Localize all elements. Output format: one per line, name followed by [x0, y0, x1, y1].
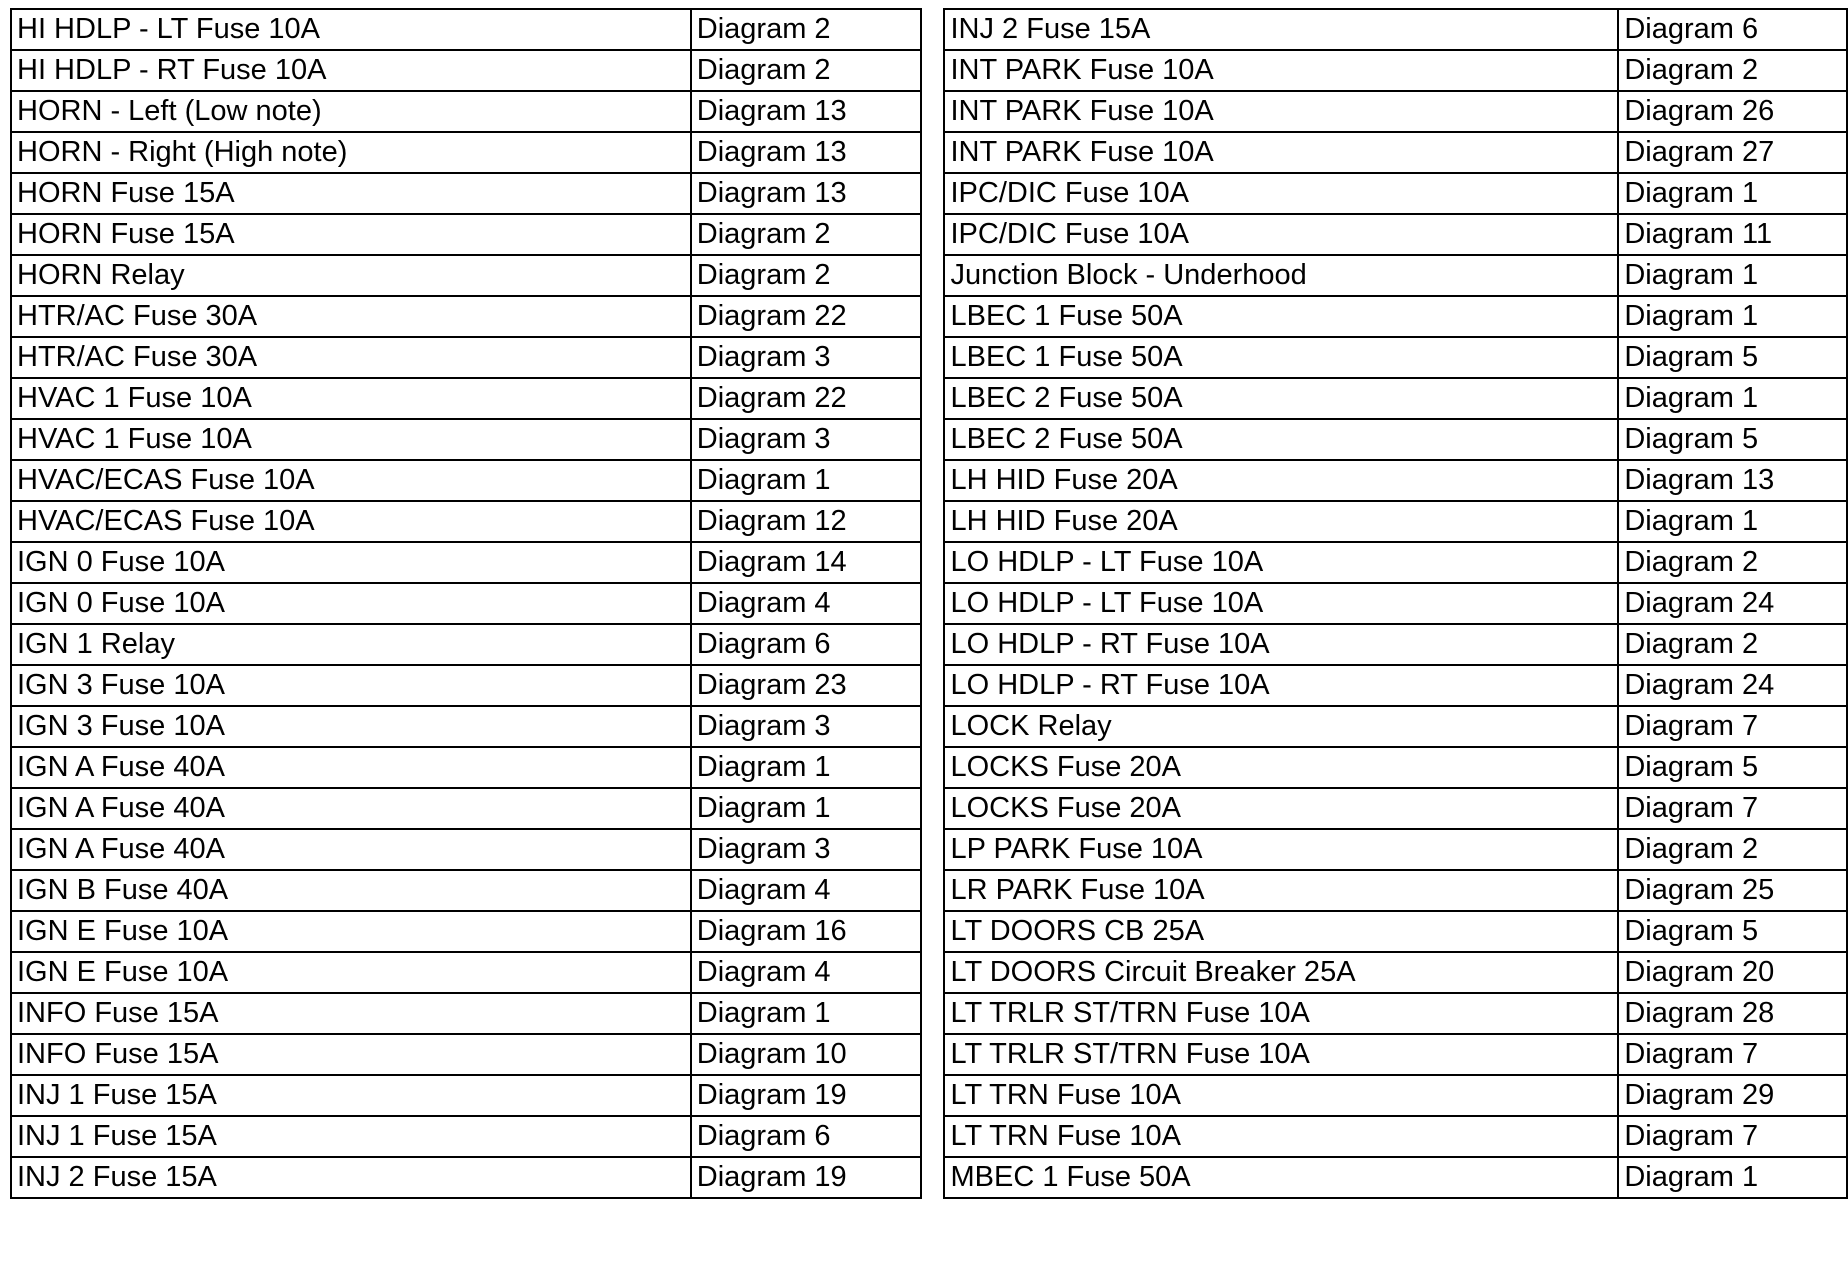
table-row [11, 337, 921, 378]
left-table [10, 8, 922, 1199]
component-index [10, 8, 1848, 1199]
diagram-cell: Diagram 2 [1618, 624, 1847, 665]
table-row [11, 460, 921, 501]
table-row [944, 1116, 1847, 1157]
component-cell: LOCKS Fuse 20A [944, 788, 1618, 829]
table-row [11, 50, 921, 91]
diagram-cell: Diagram 6 [691, 624, 921, 665]
diagram-cell: Diagram 13 [1618, 460, 1847, 501]
table-row [11, 788, 921, 829]
component-cell: LT TRN Fuse 10A [944, 1116, 1618, 1157]
diagram-cell: Diagram 1 [691, 747, 921, 788]
table-row [11, 706, 921, 747]
table-row [11, 1034, 921, 1075]
diagram-cell: Diagram 5 [1618, 419, 1847, 460]
diagram-cell: Diagram 7 [1618, 788, 1847, 829]
table-row [11, 173, 921, 214]
diagram-cell: Diagram 13 [691, 173, 921, 214]
component-cell: INT PARK Fuse 10A [944, 50, 1618, 91]
component-cell: MBEC 1 Fuse 50A [944, 1157, 1618, 1198]
component-cell: LBEC 1 Fuse 50A [944, 296, 1618, 337]
table-row [944, 993, 1847, 1034]
table-row [944, 665, 1847, 706]
diagram-cell: Diagram 29 [1618, 1075, 1847, 1116]
diagram-cell: Diagram 22 [691, 296, 921, 337]
component-cell: INT PARK Fuse 10A [944, 132, 1618, 173]
component-cell: HI HDLP - LT Fuse 10A [11, 9, 691, 50]
component-cell: HVAC 1 Fuse 10A [11, 378, 691, 419]
diagram-cell: Diagram 12 [691, 501, 921, 542]
component-cell: LO HDLP - LT Fuse 10A [944, 583, 1618, 624]
component-cell: INFO Fuse 15A [11, 993, 691, 1034]
right-table-body [944, 9, 1847, 1198]
component-cell: LOCK Relay [944, 706, 1618, 747]
diagram-cell: Diagram 16 [691, 911, 921, 952]
component-cell: INJ 1 Fuse 15A [11, 1075, 691, 1116]
diagram-cell: Diagram 1 [1618, 501, 1847, 542]
table-row [944, 829, 1847, 870]
table-row [944, 952, 1847, 993]
diagram-cell: Diagram 4 [691, 583, 921, 624]
table-row [11, 1116, 921, 1157]
component-cell: LBEC 1 Fuse 50A [944, 337, 1618, 378]
component-cell: LBEC 2 Fuse 50A [944, 419, 1618, 460]
table-row [11, 296, 921, 337]
component-cell: IGN 0 Fuse 10A [11, 583, 691, 624]
table-row [11, 255, 921, 296]
diagram-cell: Diagram 3 [691, 829, 921, 870]
diagram-cell: Diagram 5 [1618, 911, 1847, 952]
diagram-cell: Diagram 25 [1618, 870, 1847, 911]
diagram-cell: Diagram 6 [1618, 9, 1847, 50]
table-row [944, 911, 1847, 952]
component-cell: LT TRLR ST/TRN Fuse 10A [944, 993, 1618, 1034]
table-row [944, 1034, 1847, 1075]
table-row [944, 1075, 1847, 1116]
component-cell: IGN A Fuse 40A [11, 747, 691, 788]
table-row [11, 1075, 921, 1116]
table-row [11, 419, 921, 460]
diagram-cell: Diagram 2 [691, 50, 921, 91]
diagram-cell: Diagram 4 [691, 870, 921, 911]
diagram-cell: Diagram 2 [1618, 50, 1847, 91]
component-cell: IGN B Fuse 40A [11, 870, 691, 911]
diagram-cell: Diagram 1 [1618, 1157, 1847, 1198]
component-cell: HTR/AC Fuse 30A [11, 296, 691, 337]
diagram-cell: Diagram 1 [691, 993, 921, 1034]
table-row [944, 419, 1847, 460]
diagram-cell: Diagram 13 [691, 132, 921, 173]
diagram-cell: Diagram 1 [691, 788, 921, 829]
component-cell: HORN Fuse 15A [11, 173, 691, 214]
component-cell: LT TRLR ST/TRN Fuse 10A [944, 1034, 1618, 1075]
table-row [944, 255, 1847, 296]
table-row [11, 91, 921, 132]
diagram-cell: Diagram 13 [691, 91, 921, 132]
table-row [11, 1157, 921, 1198]
table-row [944, 132, 1847, 173]
component-cell: LBEC 2 Fuse 50A [944, 378, 1618, 419]
component-cell: IGN A Fuse 40A [11, 829, 691, 870]
diagram-cell: Diagram 24 [1618, 665, 1847, 706]
diagram-cell: Diagram 26 [1618, 91, 1847, 132]
component-cell: IGN 0 Fuse 10A [11, 542, 691, 583]
table-row [11, 911, 921, 952]
table-row [11, 378, 921, 419]
component-cell: HORN - Left (Low note) [11, 91, 691, 132]
table-row [944, 460, 1847, 501]
table-row [11, 583, 921, 624]
component-cell: HORN Fuse 15A [11, 214, 691, 255]
component-cell: LO HDLP - LT Fuse 10A [944, 542, 1618, 583]
diagram-cell: Diagram 14 [691, 542, 921, 583]
table-row [11, 665, 921, 706]
component-cell: HTR/AC Fuse 30A [11, 337, 691, 378]
component-cell: LO HDLP - RT Fuse 10A [944, 665, 1618, 706]
table-row [944, 337, 1847, 378]
component-cell: IGN 3 Fuse 10A [11, 665, 691, 706]
component-cell: LH HID Fuse 20A [944, 501, 1618, 542]
table-row [944, 50, 1847, 91]
diagram-cell: Diagram 3 [691, 706, 921, 747]
diagram-cell: Diagram 27 [1618, 132, 1847, 173]
diagram-cell: Diagram 2 [691, 214, 921, 255]
table-row [944, 378, 1847, 419]
table-row [944, 91, 1847, 132]
diagram-cell: Diagram 2 [1618, 829, 1847, 870]
diagram-cell: Diagram 19 [691, 1157, 921, 1198]
table-row [944, 583, 1847, 624]
table-row [11, 501, 921, 542]
diagram-cell: Diagram 4 [691, 952, 921, 993]
component-cell: LT TRN Fuse 10A [944, 1075, 1618, 1116]
diagram-cell: Diagram 19 [691, 1075, 921, 1116]
component-cell: INT PARK Fuse 10A [944, 91, 1618, 132]
table-row [11, 829, 921, 870]
component-cell: LOCKS Fuse 20A [944, 747, 1618, 788]
diagram-cell: Diagram 28 [1618, 993, 1847, 1034]
table-row [944, 296, 1847, 337]
component-cell: INJ 2 Fuse 15A [944, 9, 1618, 50]
diagram-cell: Diagram 3 [691, 337, 921, 378]
component-cell: INFO Fuse 15A [11, 1034, 691, 1075]
diagram-cell: Diagram 1 [1618, 173, 1847, 214]
component-cell: HVAC 1 Fuse 10A [11, 419, 691, 460]
diagram-cell: Diagram 1 [1618, 378, 1847, 419]
table-row [11, 624, 921, 665]
table-row [944, 542, 1847, 583]
table-row [944, 173, 1847, 214]
diagram-cell: Diagram 20 [1618, 952, 1847, 993]
component-cell: HORN - Right (High note) [11, 132, 691, 173]
diagram-cell: Diagram 2 [1618, 542, 1847, 583]
component-cell: IGN 3 Fuse 10A [11, 706, 691, 747]
diagram-cell: Diagram 11 [1618, 214, 1847, 255]
table-row [11, 747, 921, 788]
diagram-cell: Diagram 7 [1618, 1034, 1847, 1075]
component-cell: INJ 1 Fuse 15A [11, 1116, 691, 1157]
table-row [944, 9, 1847, 50]
table-row [944, 747, 1847, 788]
component-cell: IPC/DIC Fuse 10A [944, 214, 1618, 255]
diagram-cell: Diagram 24 [1618, 583, 1847, 624]
left-table-body [11, 9, 921, 1198]
component-cell: HVAC/ECAS Fuse 10A [11, 501, 691, 542]
component-cell: LO HDLP - RT Fuse 10A [944, 624, 1618, 665]
table-row [11, 952, 921, 993]
diagram-cell: Diagram 2 [691, 255, 921, 296]
diagram-cell: Diagram 5 [1618, 337, 1847, 378]
table-row [11, 214, 921, 255]
diagram-cell: Diagram 6 [691, 1116, 921, 1157]
component-cell: IGN E Fuse 10A [11, 952, 691, 993]
diagram-cell: Diagram 7 [1618, 706, 1847, 747]
right-table [943, 8, 1848, 1199]
diagram-cell: Diagram 7 [1618, 1116, 1847, 1157]
diagram-cell: Diagram 1 [1618, 296, 1847, 337]
table-row [11, 9, 921, 50]
diagram-cell: Diagram 1 [1618, 255, 1847, 296]
component-cell: IGN 1 Relay [11, 624, 691, 665]
table-row [11, 993, 921, 1034]
table-row [11, 132, 921, 173]
component-cell: LT DOORS CB 25A [944, 911, 1618, 952]
diagram-cell: Diagram 3 [691, 419, 921, 460]
diagram-cell: Diagram 1 [691, 460, 921, 501]
table-row [11, 542, 921, 583]
table-row [944, 706, 1847, 747]
diagram-cell: Diagram 22 [691, 378, 921, 419]
table-row [944, 501, 1847, 542]
component-cell: IGN E Fuse 10A [11, 911, 691, 952]
component-cell: HI HDLP - RT Fuse 10A [11, 50, 691, 91]
table-row [11, 870, 921, 911]
component-cell: HVAC/ECAS Fuse 10A [11, 460, 691, 501]
component-cell: LT DOORS Circuit Breaker 25A [944, 952, 1618, 993]
table-row [944, 870, 1847, 911]
table-row [944, 1157, 1847, 1198]
component-cell: LP PARK Fuse 10A [944, 829, 1618, 870]
component-cell: HORN Relay [11, 255, 691, 296]
component-cell: IPC/DIC Fuse 10A [944, 173, 1618, 214]
diagram-cell: Diagram 10 [691, 1034, 921, 1075]
component-cell: LR PARK Fuse 10A [944, 870, 1618, 911]
table-row [944, 788, 1847, 829]
component-cell: INJ 2 Fuse 15A [11, 1157, 691, 1198]
diagram-cell: Diagram 23 [691, 665, 921, 706]
component-cell: LH HID Fuse 20A [944, 460, 1618, 501]
table-row [944, 624, 1847, 665]
table-row [944, 214, 1847, 255]
diagram-cell: Diagram 5 [1618, 747, 1847, 788]
component-cell: IGN A Fuse 40A [11, 788, 691, 829]
diagram-cell: Diagram 2 [691, 9, 921, 50]
component-cell: Junction Block - Underhood [944, 255, 1618, 296]
